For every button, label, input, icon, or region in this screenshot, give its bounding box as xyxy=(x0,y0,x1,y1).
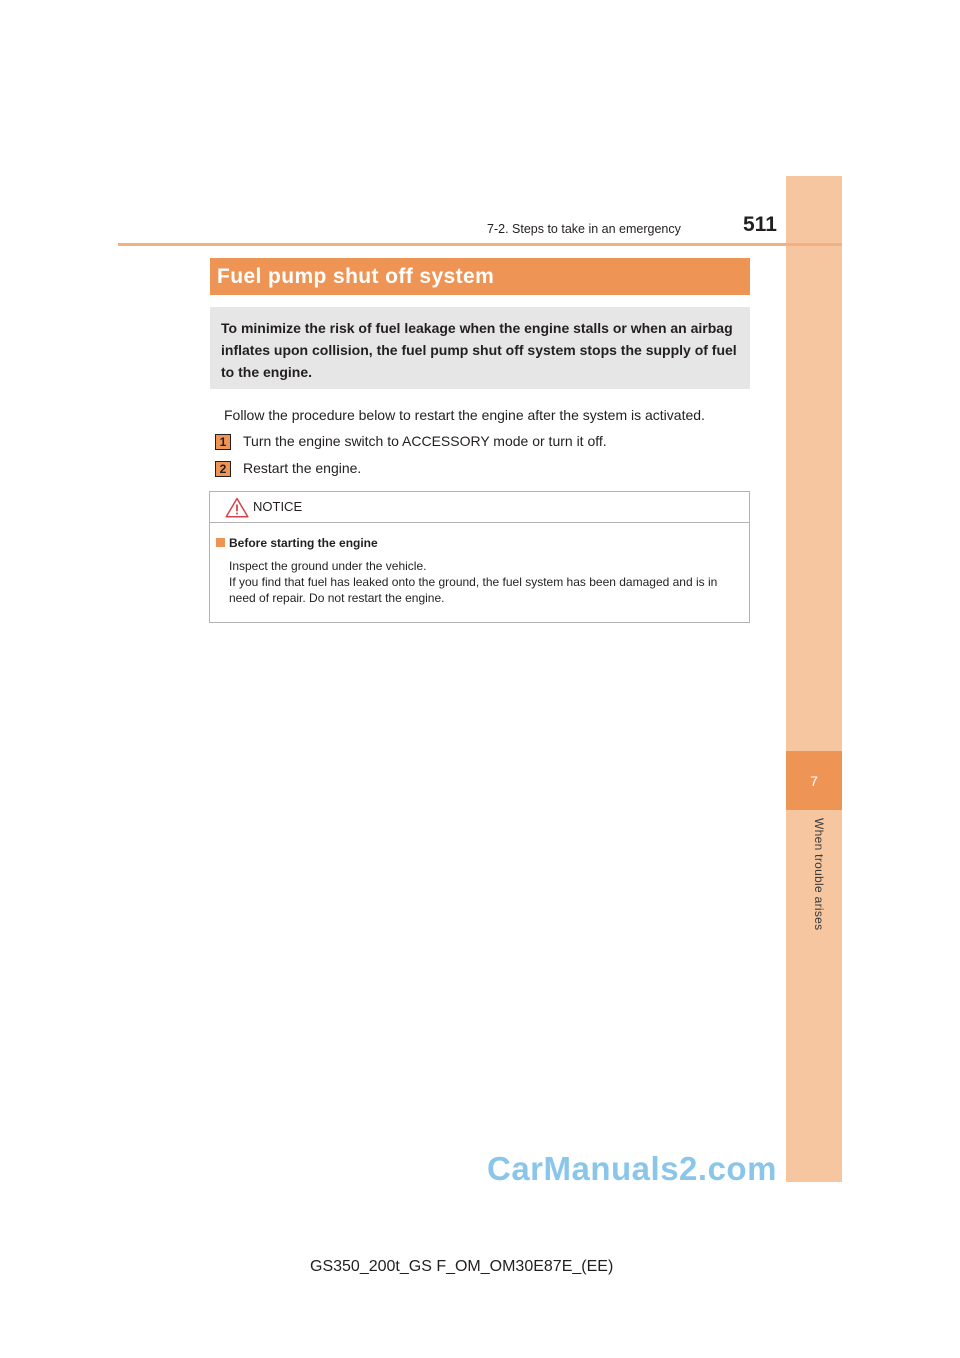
bullet-square-icon xyxy=(216,538,225,547)
footer-code: GS350_200t_GS F_OM_OM30E87E_(EE) xyxy=(310,1258,614,1275)
chapter-number: 7 xyxy=(786,751,842,810)
step-number-badge: 2 xyxy=(215,461,231,477)
intro-text: To minimize the risk of fuel leakage when the engine stalls or when an airbag inflates upon collision, the fuel pump shut off system stops the supply of fuel to the engine. xyxy=(221,320,737,380)
step-text: Turn the engine switch to ACCESSORY mode or turn it off. xyxy=(243,433,607,449)
notice-item-title-text: Before starting the engine xyxy=(229,536,378,550)
notice-label: NOTICE xyxy=(253,499,303,514)
step-text: Restart the engine. xyxy=(243,460,362,476)
step-number-badge: 1 xyxy=(215,434,231,450)
notice-line: Inspect the ground under the vehicle. xyxy=(229,559,427,573)
page-number: 511 xyxy=(743,213,777,236)
chapter-side-tab xyxy=(786,176,842,1182)
watermark: CarManuals2.com xyxy=(487,1150,777,1187)
chapter-title: When trouble arises xyxy=(812,818,826,931)
notice-item-title xyxy=(216,536,378,550)
section-header: 7-2. Steps to take in an emergency xyxy=(487,222,681,236)
page-title: Fuel pump shut off system xyxy=(210,258,750,295)
notice-line: If you find that fuel has leaked onto the ground, the fuel system has been damaged and is in need of repair. Do not restart the engine. xyxy=(229,575,718,605)
notice-body xyxy=(229,558,744,606)
procedure-intro: Follow the procedure below to restart the engine after the system is activated. xyxy=(224,407,705,423)
header-divider xyxy=(118,243,842,246)
notice-header xyxy=(210,492,749,523)
warning-icon xyxy=(225,497,249,518)
intro-box xyxy=(210,307,750,389)
notice-box xyxy=(209,491,750,623)
